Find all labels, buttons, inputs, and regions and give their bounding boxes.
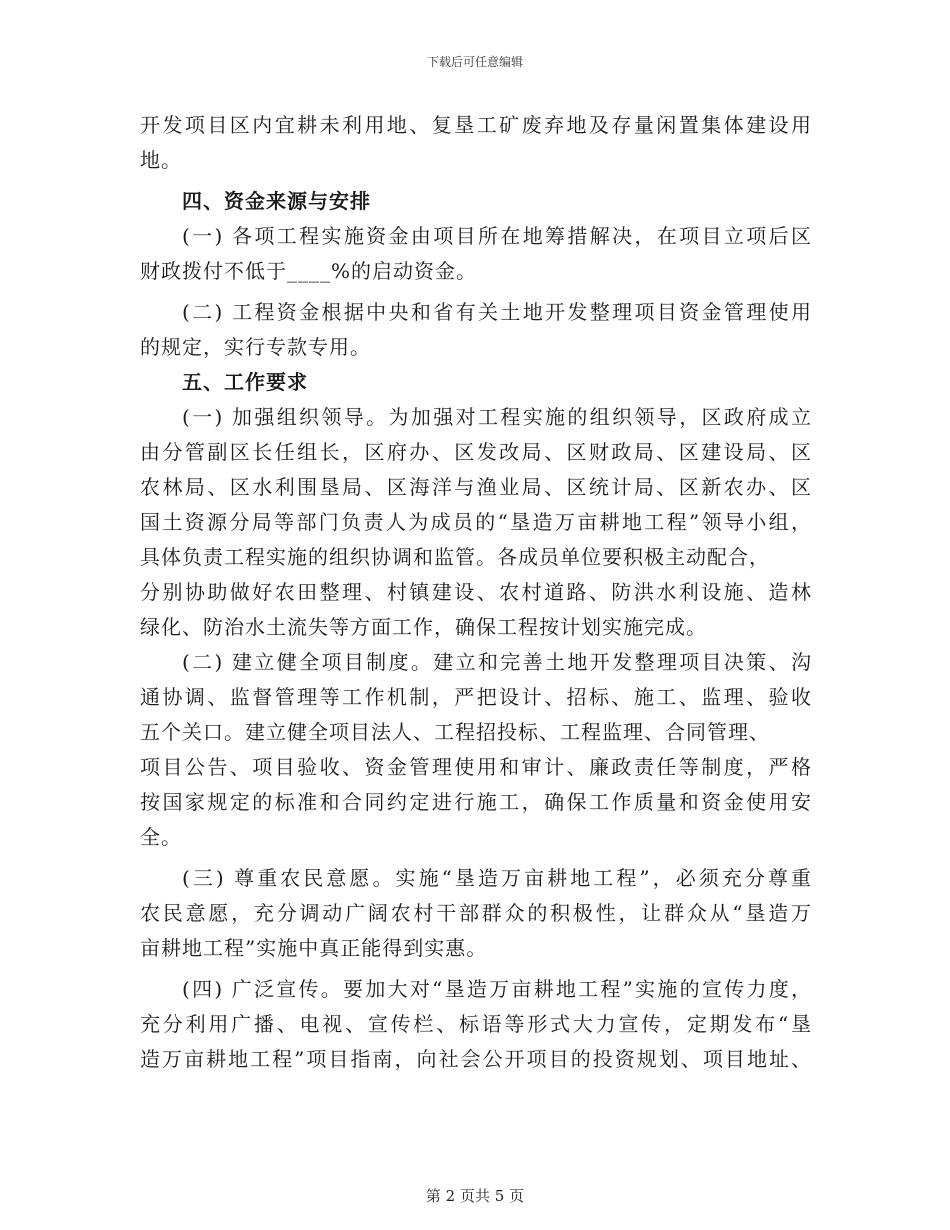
paragraph-line: (四) 广泛宣传。要加大对“垦造万亩耕地工程”实施的宣传力度， — [182, 977, 812, 1001]
paragraph-line: 通协调、监督管理等工作机制，严把设计、招标、施工、监理、验收 — [140, 685, 812, 709]
page-header: 下载后可任意编辑 — [426, 55, 523, 69]
section-heading: 五、工作要求 — [182, 370, 308, 394]
paragraph-line: 地。 — [140, 148, 182, 172]
paragraph-line: (一) 各项工程实施资金由项目所在地筹措解决，在项目立项后区 — [182, 224, 812, 248]
paragraph-line: 亩耕地工程”实施中真正能得到实惠。 — [140, 936, 488, 960]
paragraph-line: 分别协助做好农田整理、村镇建设、农村道路、防洪水利设施、造林 — [140, 580, 812, 604]
paragraph-line: 农民意愿，充分调动广阔农村干部群众的积极性，让群众从“垦造万 — [140, 901, 812, 925]
paragraph-line: (二) 建立健全项目制度。建立和完善土地开发整理项目决策、沟 — [182, 650, 812, 674]
paragraph-line: 由分管副区长任组长，区府办、区发改局、区财政局、区建设局、区 — [140, 440, 812, 464]
paragraph-line: 农林局、区水利围垦局、区海洋与渔业局、区统计局、区新农办、区 — [140, 475, 812, 499]
paragraph-line: 财政拨付不低于____%的启动资金。 — [140, 259, 478, 283]
paragraph-line: (二) 工程资金根据中央和省有关土地开发整理项目资金管理使用 — [182, 300, 812, 324]
paragraph-line: 项目公告、项目验收、资金管理使用和审计、廉政责任等制度，严格 — [140, 755, 812, 779]
paragraph-line: 造万亩耕地工程”项目指南，向社会公开项目的投资规划、项目地址、 — [140, 1047, 812, 1071]
paragraph-line: 按国家规定的标准和合同约定进行施工，确保工作质量和资金使用安 — [140, 790, 812, 814]
section-heading: 四、资金来源与安排 — [182, 189, 371, 213]
paragraph-line: 全。 — [140, 825, 182, 849]
paragraph-line: 国土资源分局等部门负责人为成员的“垦造万亩耕地工程”领导小组， — [140, 510, 812, 534]
paragraph-line: 开发项目区内宜耕未利用地、复垦工矿废弃地及存量闲置集体建设用 — [140, 113, 812, 137]
paragraph-line: 充分利用广播、电视、宣传栏、标语等形式大力宣传，定期发布“垦 — [140, 1012, 812, 1036]
document-body — [140, 108, 812, 1077]
paragraph-line: (一) 加强组织领导。为加强对工程实施的组织领导，区政府成立 — [182, 405, 812, 429]
paragraph-line: 具体负责工程实施的组织协调和监管。各成员单位要积极主动配合， — [140, 545, 770, 569]
paragraph-line: 的规定，实行专款专用。 — [140, 335, 371, 359]
paragraph-line: 五个关口。建立健全项目法人、工程招投标、工程监理、合同管理、 — [140, 720, 770, 744]
paragraph-line: 绿化、防治水土流失等方面工作，确保工程按计划实施完成。 — [140, 615, 707, 639]
paragraph-line: (三) 尊重农民意愿。实施“垦造万亩耕地工程”，必须充分尊重 — [182, 866, 812, 890]
page-footer: 第 2 页共 5 页 — [425, 1187, 525, 1205]
